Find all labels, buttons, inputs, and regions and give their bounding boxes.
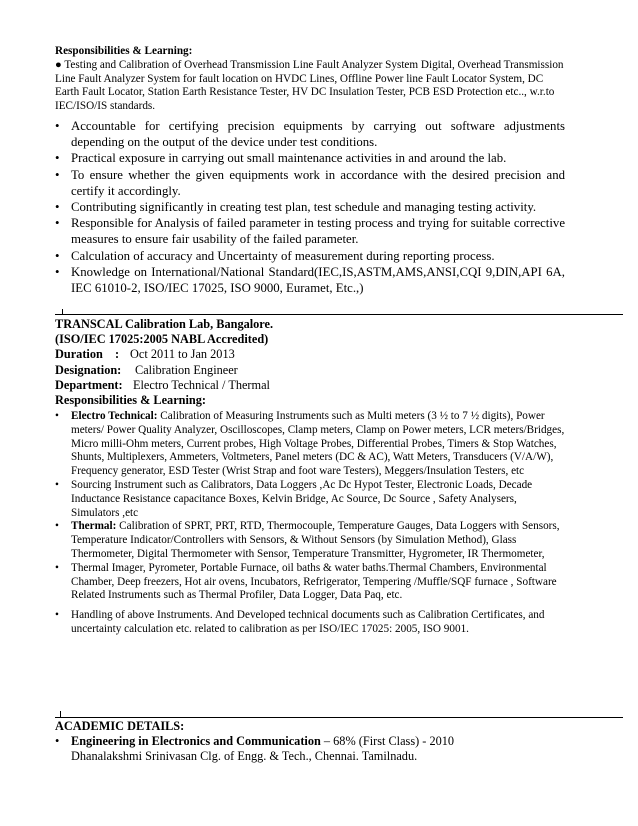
bullet-icon: • xyxy=(55,478,59,491)
list-item: • Knowledge on International/National Standard(IEC,IS,ASTM,AMS,ANSI,CQI 9,DIN,API 6A, IEC 61010-2, ISO/IEC 17025, ISO 9000, Euramet, Etc.,) xyxy=(55,264,565,296)
bullet-list-2 xyxy=(55,410,565,637)
bullet-icon: • xyxy=(55,609,59,622)
list-item: • Practical exposure in carrying out small maintenance activities in and around the lab. xyxy=(55,151,507,166)
department-row xyxy=(55,378,565,393)
duration-value: Oct 2011 to Jan 2013 xyxy=(130,347,235,362)
department-value: Electro Technical / Thermal xyxy=(133,377,270,392)
accreditation: (ISO/IEC 17025:2005 NABL Accredited) xyxy=(55,332,269,347)
list-item: • Thermal Imager, Pyrometer, Portable Furnace, oil baths & water baths.Thermal Chambers, Environmental Chamber, Deep freezers, Hot air ovens, Incubators, Refrigerator, Tempering /Muffle/SQF furnace , Software Related Instruments such as Thermal Profiler, Data Logger, Data Paq, etc. xyxy=(55,561,557,602)
list-item: • Electro Technical: Calibration of Measuring Instruments such as Multi meters (3 ½ to 7 ½ digits), Power meters/ Power Quality Analyzer, Oscilloscopes, Clamp meters, Clamp on Power meters, LCR meters/Bridges, Micro milli-Ohm meters, Current probes, High Voltage Probes, Differential Probes, Timers & Stop Watches, Shunts, Multiplexers, Ammeters, Voltmeters, Panel meters (DC & AC), Watt Meters, Transducers (V/A/W), Frequency generator, ESD Tester (Wrist Strap and foot ware Testers), Meggers/Insulation Testers, etc xyxy=(55,410,565,478)
academic-heading: ACADEMIC DETAILS: xyxy=(55,719,185,733)
college: Dhanalakshmi Srinivasan Clg. of Engg. & Tech., Chennai. Tamilnadu. xyxy=(71,749,418,764)
duration-row xyxy=(55,347,565,362)
section-responsibilities-1 xyxy=(55,45,565,114)
list-item: • To ensure whether the given equipments work in accordance with the desired precision and certify it accordingly. xyxy=(55,167,565,198)
bullet-icon: • xyxy=(55,264,60,279)
section-divider xyxy=(55,717,623,718)
section-heading: Responsibilities & Learning: xyxy=(55,45,193,57)
bullet-icon: • xyxy=(55,167,60,182)
responsibilities-heading: Responsibilities & Learning: xyxy=(55,393,206,408)
bullet-icon: • xyxy=(55,734,60,749)
bullet-icon: • xyxy=(55,520,59,533)
bullet-icon: • xyxy=(55,410,59,422)
duration-label: Duration xyxy=(55,347,103,362)
designation-value: Calibration Engineer xyxy=(135,362,238,377)
list-item: • Thermal: Calibration of SPRT, PRT, RTD, Thermocouple, Temperature Gauges, Data Loggers with Sensors, Temperature Indicator/Controllers with Sensors, & Without Sensors (by Simulation Method), Glass Thermometer, Digital Thermometer with Sensor, Temperature Transmitter, Hygrometer, IR Thermometer, xyxy=(55,520,560,560)
degree: Engineering in Electronics and Communication xyxy=(71,734,321,749)
bullet-icon: • xyxy=(55,151,60,166)
designation-label: Designation: xyxy=(55,362,122,377)
list-item: • Contributing significantly in creating test plan, test schedule and managing testing activity. xyxy=(55,200,537,215)
list-item: • Handling of above Instruments. And Developed technical documents such as Calibration Certificates, and uncertainty calculation etc. related to calibration as per ISO/IEC 17025: 2005, ISO 9001. xyxy=(55,609,545,635)
bullet-list-1 xyxy=(55,118,565,296)
duration-sep: : xyxy=(115,347,120,362)
intro-paragraph: ● Testing and Calibration of Overhead Transmission Line Fault Analyzer System Digital, Overhead Transmission Line Fault Analyzer System for fault location on HVDC Lines, Offline Power line Fault Locator System, DC Earth Fault Locator, Station Earth Resistance Tester, HV DC Insulation Tester, PCB ESD Protection etc.., w.r.to IEC/ISO/IS standards. xyxy=(55,58,564,113)
academic-section xyxy=(55,719,565,765)
grade: – 68% (First Class) - 2010 xyxy=(320,734,455,749)
bullet-icon: • xyxy=(55,200,60,215)
list-item: • Responsible for Analysis of failed parameter in testing process and trying for suitable corrective measures to ensure fair usability of the failed parameter. xyxy=(55,216,565,247)
list-item: • Sourcing Instrument such as Calibrators, Data Loggers ,Ac Dc Hypot Tester, Electronic Loads, Decade Inductance Resistance capacitance Boxes, Kelvin Bridge, Ac Source, Dc Source , Safety Analysers, Simulators ,etc xyxy=(55,478,533,519)
company-name: TRANSCAL Calibration Lab, Bangalore. xyxy=(55,317,274,331)
bullet-icon: • xyxy=(55,216,60,231)
job-details xyxy=(55,317,565,408)
department-label: Department: xyxy=(55,377,123,392)
bullet-icon: • xyxy=(55,248,60,263)
list-item: • Accountable for certifying precision equipments by carrying out software adjustments depending on the output of the device under test conditions. xyxy=(55,119,565,150)
designation-row xyxy=(55,363,565,378)
bullet-icon: • xyxy=(55,561,59,574)
section-divider xyxy=(55,314,623,315)
list-item: • Calculation of accuracy and Uncertainty of measurement during reporting process. xyxy=(55,248,495,263)
list-item xyxy=(55,734,565,749)
bullet-icon: • xyxy=(55,119,60,133)
